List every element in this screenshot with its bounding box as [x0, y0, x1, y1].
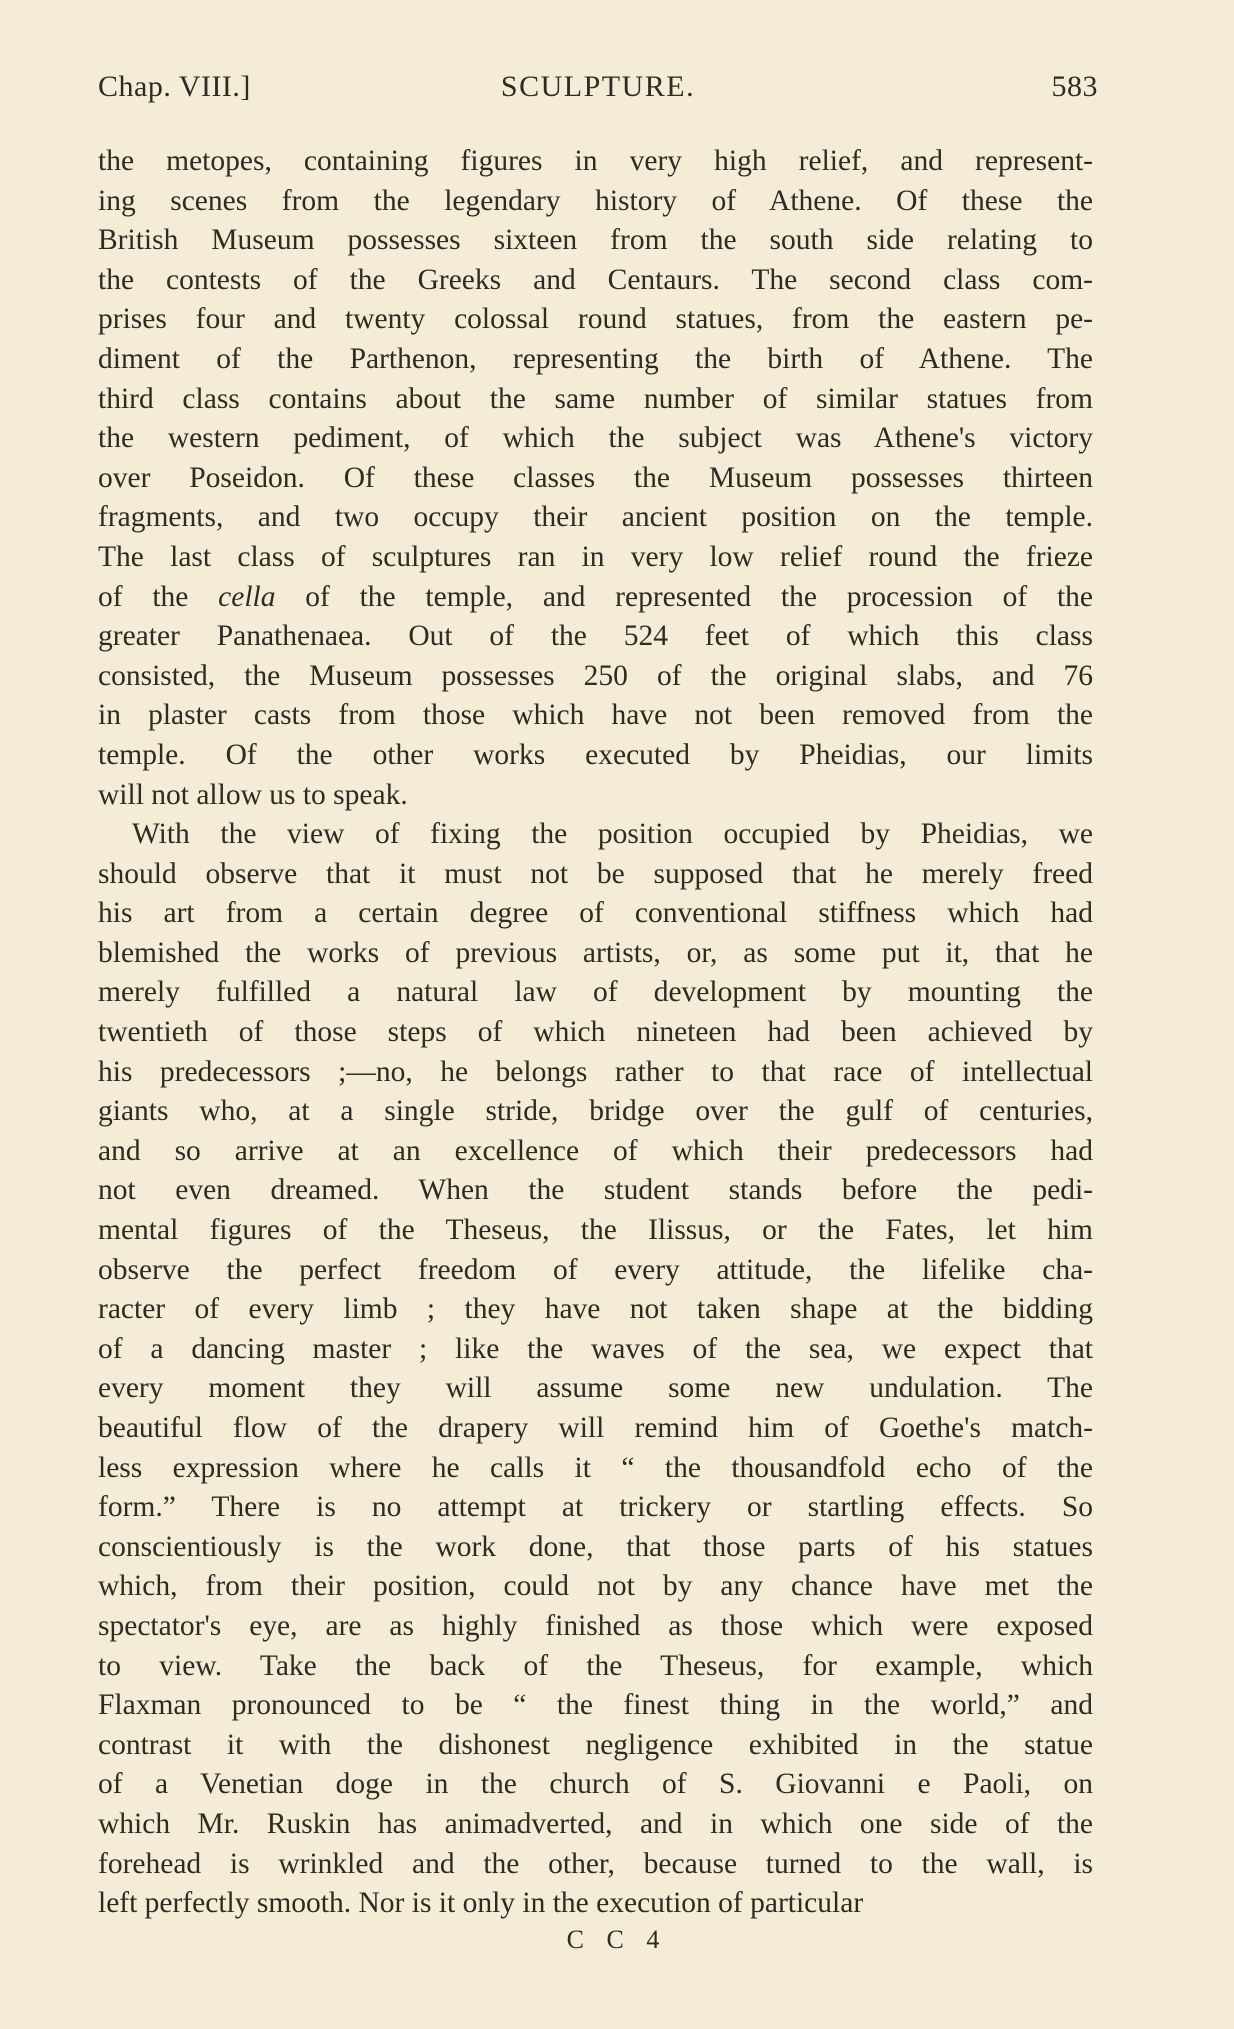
text-line: ing scenes from the legendary history of Athene. Of these the: [98, 184, 1093, 217]
text-line: should observe that it must not be supposed that he merely freed: [98, 857, 1093, 890]
text-line: of a dancing master ; like the waves of the sea, we expect that: [98, 1332, 1093, 1365]
text-line: diment of the Parthenon, representing the birth of Athene. The: [98, 342, 1093, 375]
text-line: blemished the works of previous artists, or, as some put it, that he: [98, 936, 1093, 969]
text-line: consisted, the Museum possesses 250 of the original slabs, and 76: [98, 659, 1093, 692]
text-line: left perfectly smooth. Nor is it only in the execution of particular: [98, 1887, 864, 1920]
text-line: which, from their position, could not by any chance have met the: [98, 1570, 1093, 1603]
text-line: British Museum possesses sixteen from the south side relating to: [98, 224, 1093, 257]
text-line: of the cella of the temple, and represented the procession of the: [98, 580, 1093, 613]
running-title: SCULPTURE.: [500, 70, 696, 103]
text-line: prises four and twenty colossal round statues, from the eastern pe-: [98, 303, 1093, 336]
text-line: giants who, at a single stride, bridge over the gulf of centuries,: [98, 1095, 1093, 1128]
text-line: which Mr. Ruskin has animadverted, and in which one side of the: [98, 1807, 1093, 1840]
text-line: form.” There is no attempt at trickery or startling effects. So: [98, 1491, 1093, 1524]
text-line: third class contains about the same number of similar statues from: [98, 382, 1093, 415]
text-line: The last class of sculptures ran in very low relief round the frieze: [98, 540, 1093, 573]
text-line: Flaxman pronounced to be “ the finest thing in the world,” and: [98, 1689, 1093, 1722]
text-line: over Poseidon. Of these classes the Museum possesses thirteen: [98, 461, 1093, 494]
text-line: the contests of the Greeks and Centaurs. The second class com-: [98, 263, 1093, 296]
body-text: [98, 142, 1093, 1924]
text-line: less expression where he calls it “ the thousandfold echo of the: [98, 1451, 1093, 1484]
text-line: of a Venetian doge in the church of S. Giovanni e Paoli, on: [98, 1768, 1093, 1801]
text-line: spectator's eye, are as highly finished as those which were exposed: [98, 1609, 1093, 1642]
text-line: beautiful flow of the drapery will remind him of Goethe's match-: [98, 1412, 1093, 1444]
text-line: not even dreamed. When the student stands before the pedi-: [98, 1174, 1093, 1207]
text-line: every moment they will assume some new undulation. The: [98, 1372, 1093, 1405]
text-line: merely fulfilled a natural law of development by mounting the: [98, 976, 1093, 1009]
text-line: the western pediment, of which the subject was Athene's victory: [98, 422, 1093, 455]
text-line: temple. Of the other works executed by Pheidias, our limits: [98, 738, 1093, 771]
text-line: the metopes, containing figures in very high relief, and represent-: [98, 145, 1093, 177]
text-line: in plaster casts from those which have not been removed from the: [98, 699, 1093, 732]
text-line: his predecessors ;—no, he belongs rather to that race of intellectual: [98, 1055, 1093, 1088]
text-line: twentieth of those steps of which nineteen had been achieved by: [98, 1016, 1093, 1049]
text-line: forehead is wrinkled and the other, because turned to the wall, is: [98, 1847, 1093, 1880]
text-line: conscientiously is the work done, that those parts of his statues: [98, 1530, 1093, 1563]
text-line: and so arrive at an excellence of which their predecessors had: [98, 1134, 1093, 1167]
page-number: 583: [1051, 70, 1098, 103]
text-line: contrast it with the dishonest negligence exhibited in the statue: [98, 1728, 1093, 1761]
text-line: observe the perfect freedom of every attitude, the lifelike cha-: [98, 1253, 1093, 1286]
text-line: to view. Take the back of the Theseus, for example, which: [98, 1649, 1093, 1682]
running-head: [98, 70, 1098, 118]
signature-mark: C C 4: [566, 1925, 668, 1954]
text-line: will not allow us to speak.: [98, 778, 408, 811]
text-line: greater Panathenaea. Out of the 524 feet of which this class: [98, 620, 1093, 653]
text-line: his art from a certain degree of conventional stiffness which had: [98, 897, 1093, 930]
chapter-label: Chap. VIII.]: [98, 70, 251, 103]
text-line: mental figures of the Theseus, the Ilissus, or the Fates, let him: [98, 1214, 1093, 1247]
text-line: racter of every limb ; they have not taken shape at the bidding: [98, 1293, 1093, 1326]
text-line: fragments, and two occupy their ancient position on the temple.: [98, 501, 1093, 534]
text-line: With the view of fixing the position occupied by Pheidias, we: [132, 818, 1093, 851]
